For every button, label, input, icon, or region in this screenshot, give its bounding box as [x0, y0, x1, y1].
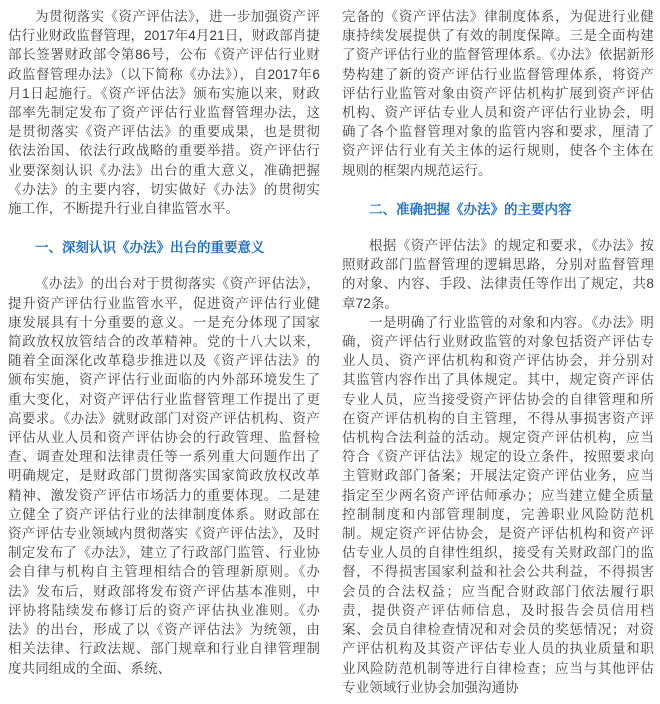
left-column	[8, 7, 320, 697]
intro-paragraph: 为贯彻落实《资产评估法》，进一步加强资产评估行业财政监督管理，2017年4月21日，财政部肖捷部长签署财政部令第86号，公布《资产评估行业财政监督管理办法》（以下简称《办法》），自2017年6月1日起施行。《资产评估法》颁布实施以来，财政部率先制定发布了资产评估行业监督管理办法，这是贯彻落实《资产评估法》的重要成果，也是贯彻依法治国、依法行政战略的重要举措。资产评估行业要深刻认识《办法》出台的重大意义，准确把握《办法》的主要内容，切实做好《办法》的贯彻实施工作，不断提升行业自律监管水平。	[8, 9, 320, 217]
section-1-paragraph: 《办法》的出台对于贯彻落实《资产评估法》，提升资产评估行业监管水平，促进资产评估行业健康发展具有十分重要的意义。一是充分体现了国家简政放权放管结合的改革精神。党的十八大以来，随着全面深化改革稳步推进以及《资产评估法》的颁布实施，资产评估行业面临的内外部环境发生了重大变化，对资产评估行业监督管理工作提出了更高要求。《办法》就财政部门对资产评估机构、资产评估从业人员和资产评估协会的行政管理、监督检查、调查处理和法律责任等一系列重大问题作出了明确规定，是财政部门贯彻落实国家简政放权改革精神、激发资产评估市场活力的重要体现。二是建立健全了资产评估行业的法律制度体系。财政部在资产评估专业领域内贯彻落实《资产评估法》，及时制定发布了《办法》，建立了行政部门监管、行业协会自律与机构自主管理相结合的管理新原则。《办法》发布后，财政部将发布资产评估基本准则，中评协将陆续发布修订后的资产评估执业准则。《办法》的出台，形成了以《资产评估法》为统领，由相关法律、行政法规、部门规章和行业自律管理制度共同组成的全面、系统、	[8, 276, 320, 676]
right-column	[342, 7, 654, 697]
section-1-heading: 一、深刻认识《办法》出台的重要意义	[35, 240, 265, 256]
section-2-heading: 二、准确把握《办法》的主要内容	[369, 201, 572, 217]
section-2-overview-paragraph: 根据《资产评估法》的规定和要求，《办法》按照财政部门监督管理的逻辑思路，分别对监督管理的对象、内容、手段、法律责任等作出了规定，共8章72条。	[342, 238, 654, 311]
section-2-point-1-paragraph: 一是明确了行业监管的对象和内容。《办法》明确，资产评估行业财政监管的对象包括资产评估专业人员、资产评估机构和资产评估协会，并分别对其监管内容作出了具体规定。其中，规定资产评估专业人员，应当接受资产评估协会的自律管理和所在资产评估机构的自主管理，不得从事损害资产评估机构合法利益的活动。规定资产评估机构，应当符合《资产评估法》规定的设立条件，按照要求向主管财政部门备案；开展法定资产评估业务，应当指定至少两名资产评估师承办；应当建立健全质量控制制度和内部管理制度，完善职业风险防范机制。规定资产评估协会，是资产评估机构和资产评估专业人员的自律性组织，接受有关财政部门的监督，不得损害国家利益和社会公共利益，不得损害会员的合法权益；应当配合财政部门依法履行职责，提供资产评估师信息，及时报告会员信用档案、会员自律检查情况和对会员的奖惩情况；对资产评估机构及其资产评估专业人员的执业质量和职业风险防范机制等进行自律检查；应当与其他评估专业领域行业协会加强沟通协	[342, 314, 654, 695]
section-1-paragraph-continued: 完备的《资产评估法》律制度体系，为促进行业健康持续发展提供了有效的制度保障。三是全面构建了资产评估行业的监督管理体系。《办法》依据新形势构建了新的资产评估行业监督管理体系，将资产评估行业监管对象由资产评估机构扩展到资产评估机构、资产评估专业人员和资产评估行业协会，明确了各个监督管理对象的监管内容和要求，厘清了资产评估行业有关主体的运行规则，使各个主体在规则的框架内规范运行。	[342, 9, 654, 178]
